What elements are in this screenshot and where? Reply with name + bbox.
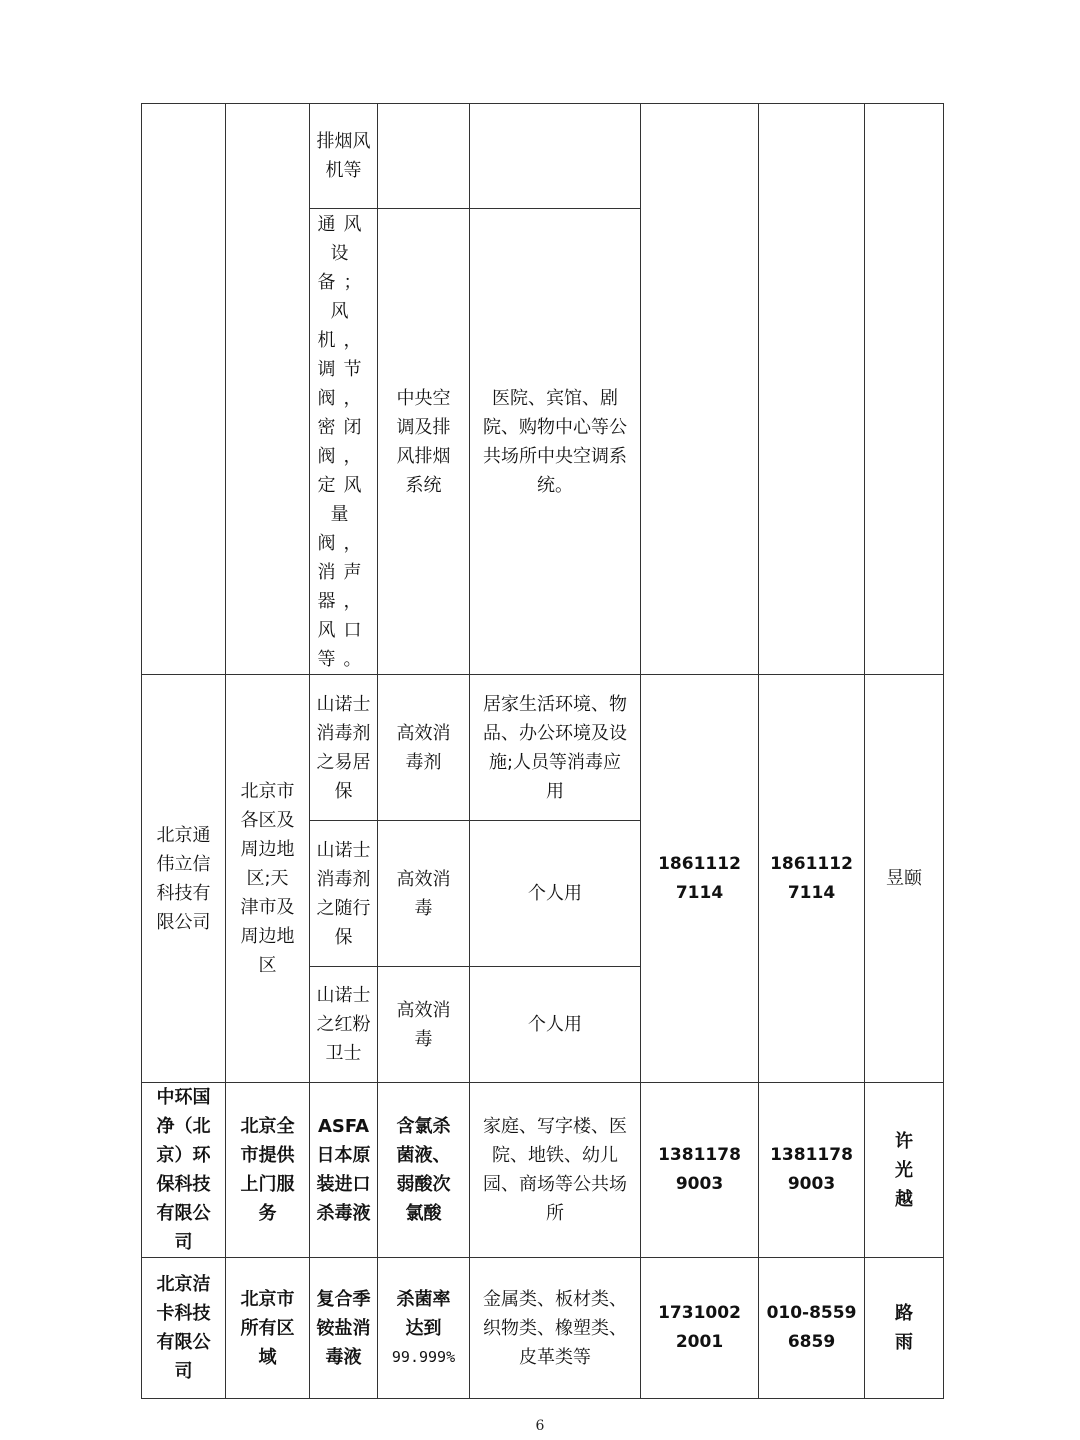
area-cell: 北京全市提供上门服务: [226, 1083, 310, 1258]
phone1-cell: 17310022001: [641, 1258, 759, 1399]
category-cell: 高效消毒: [378, 821, 470, 967]
product-cell: 山诺士消毒剂之随行保: [310, 821, 378, 967]
category-cell: 中央空调及排风排烟系统: [378, 209, 470, 675]
usage-cell: [470, 104, 641, 209]
table-row: [142, 104, 944, 209]
product-cell: ASFA日本原装进口杀毒液: [310, 1083, 378, 1258]
usage-cell: 个人用: [470, 967, 641, 1083]
contact-cell: 路雨: [865, 1258, 944, 1399]
company-cell: 北京通伟立信科技有限公司: [142, 675, 226, 1083]
product-cell: 复合季铵盐消毒液: [310, 1258, 378, 1399]
category-cell: [378, 104, 470, 209]
phone1-cell: 13811789003: [641, 1083, 759, 1258]
table-row: [142, 1083, 944, 1258]
phone2-cell: [759, 104, 865, 675]
category-cell: 高效消毒剂: [378, 675, 470, 821]
area-cell: 北京市各区及周边地区;天津市及周边地区: [226, 675, 310, 1083]
product-cell: 山诺士之红粉卫士: [310, 967, 378, 1083]
contact-cell: [865, 104, 944, 675]
contact-cell: 许光越: [865, 1083, 944, 1258]
category-cell: 杀菌率达到 99.999%: [378, 1258, 470, 1399]
usage-cell: 金属类、板材类、织物类、橡塑类、皮革类等: [470, 1258, 641, 1399]
page-number: 6: [535, 1418, 545, 1434]
phone2-cell: 13811789003: [759, 1083, 865, 1258]
company-cell: 中环国净（北京）环保科技有限公司: [142, 1083, 226, 1258]
contact-cell: 昱颐: [865, 675, 944, 1083]
company-cell: 北京洁卡科技有限公司: [142, 1258, 226, 1399]
phone1-cell: [641, 104, 759, 675]
category-cell: 含氯杀菌液、弱酸次氯酸: [378, 1083, 470, 1258]
category-cell: 高效消毒: [378, 967, 470, 1083]
phone2-cell: 010-85596859: [759, 1258, 865, 1399]
supplier-table: [141, 103, 944, 1399]
company-cell: [142, 104, 226, 675]
product-cell: 山诺士消毒剂之易居保: [310, 675, 378, 821]
product-cell: 排烟风机等: [310, 104, 378, 209]
table-row: [142, 675, 944, 821]
phone2-cell: 18611127114: [759, 675, 865, 1083]
usage-cell: 居家生活环境、物品、办公环境及设施;人员等消毒应用: [470, 675, 641, 821]
phone1-cell: 18611127114: [641, 675, 759, 1083]
table-row: [142, 1258, 944, 1399]
usage-cell: 医院、宾馆、剧院、购物中心等公共场所中央空调系统。: [470, 209, 641, 675]
area-cell: [226, 104, 310, 675]
product-cell: 通风设备；风机，调节阀，密闭阀，定风量阀，消声器，风口等。: [310, 209, 378, 675]
usage-cell: 个人用: [470, 821, 641, 967]
area-cell: 北京市所有区域: [226, 1258, 310, 1399]
usage-cell: 家庭、写字楼、医院、地铁、幼儿园、商场等公共场所: [470, 1083, 641, 1258]
